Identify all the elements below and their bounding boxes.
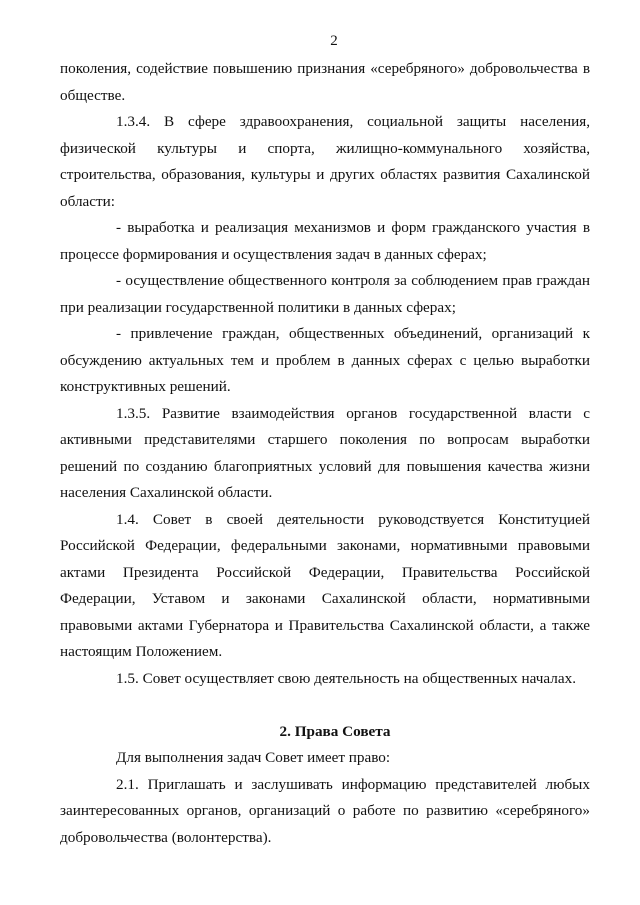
paragraph-1-5: 1.5. Совет осуществляет свою деятельность на общественных началах.: [116, 669, 576, 687]
section-heading: 2. Права Совета: [279, 722, 391, 740]
list-item-development: - выработка и реализация механизмов и форм гражданского участия в процессе формирования и осуществления задач в данных сферах;: [60, 219, 590, 263]
section-intro: Для выполнения задач Совет имеет право:: [116, 749, 391, 766]
paragraph-2-1: 2.1. Приглашать и заслушивать информацию представителей любых заинтересованных органов, организаций о работе по развитию «серебряного» добровольчества (волонтерства).: [60, 775, 590, 846]
paragraph-continuation: поколения, содействие повышению признания «серебряного» добровольчества в обществе.: [60, 60, 590, 104]
document-body: [60, 56, 590, 851]
list-item-public-control: - осуществление общественного контроля за соблюдением прав граждан при реализации государственной политики в данных сферах;: [60, 272, 590, 316]
paragraph-1-3-5: 1.3.5. Развитие взаимодействия органов государственной власти с активными представителями старшего поколения по вопросам выработки решений по созданию благоприятных условий для повышения качества жизни населения Сахалинской области.: [60, 404, 590, 501]
paragraph-1-4: 1.4. Совет в своей деятельности руководствуется Конституцией Российской Федерации, федеральными законами, нормативными правовыми актами Президента Российской Федерации, Правительства Российской Федерации, Уставом и законами Сахалинской области, нормативными правовыми актами Губернатора и Правительства Сахалинской области, а также настоящим Положением.: [60, 510, 590, 660]
section-spacer: [60, 692, 590, 719]
paragraph-1-3-4: 1.3.4. В сфере здравоохранения, социальной защиты населения, физической культуры и спорта, жилищно-коммунального хозяйства, строительства, образования, культуры и других областях развития Сахалинской области:: [60, 113, 590, 210]
page-number: 2: [330, 33, 338, 49]
list-item-citizen-involvement: - привлечение граждан, общественных объединений, организаций к обсуждению актуальных тем и проблем в данных сферах с целью выработки конструктивных решений.: [60, 325, 590, 395]
